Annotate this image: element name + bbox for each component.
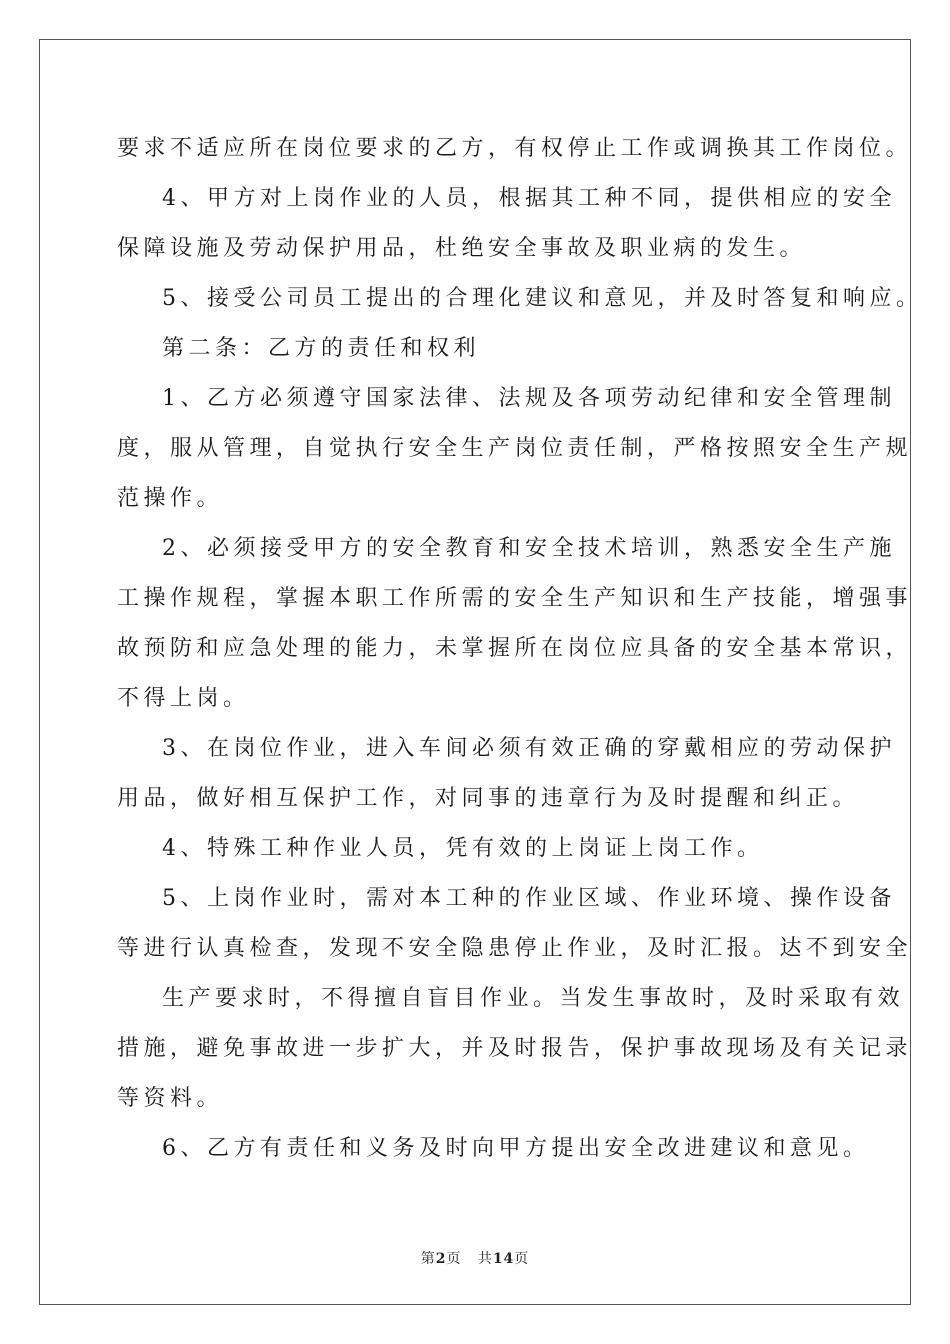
- text-line: 2、必须接受甲方的安全教育和安全技术培训，熟悉安全生产施: [162, 536, 896, 561]
- text-line: 6、乙方有责任和义务及时向甲方提出安全改进建议和意见。: [162, 1136, 870, 1161]
- page-border: [39, 39, 923, 1305]
- page-number: 第2页: [420, 1251, 462, 1267]
- page-footer: [0, 1250, 950, 1268]
- text-line: 要求不适应所在岗位要求的乙方，有权停止工作或调换其工作岗位。: [117, 136, 913, 161]
- text-line: 4、特殊工种作业人员，凭有效的上岗证上岗工作。: [162, 836, 764, 861]
- text-line: 工操作规程，掌握本职工作所需的安全生产知识和生产技能，增强事: [117, 586, 913, 611]
- section-heading: 第二条：乙方的责任和权利: [162, 336, 481, 361]
- text-line: 度，服从管理，自觉执行安全生产岗位责任制，严格按照安全生产规: [117, 436, 913, 461]
- text-line: 等进行认真检查，发现不安全隐患停止作业，及时汇报。达不到安全: [117, 936, 913, 961]
- text-line: 生产要求时，不得擅自盲目作业。当发生事故时，及时采取有效: [162, 986, 905, 1011]
- text-line: 1、乙方必须遵守国家法律、法规及各项劳动纪律和安全管理制: [162, 386, 896, 411]
- text-line: 4、甲方对上岗作业的人员，根据其工种不同，提供相应的安全: [162, 186, 896, 211]
- page-total: 共14页: [477, 1251, 530, 1267]
- text-line: 用品，做好相互保护工作，对同事的违章行为及时提醒和纠正。: [117, 786, 860, 811]
- text-line: 不得上岗。: [117, 686, 250, 711]
- text-line: 5、接受公司员工提出的合理化建议和意见，并及时答复和响应。: [162, 286, 923, 311]
- text-line: 等资料。: [117, 1086, 224, 1111]
- text-line: 措施，避免事故进一步扩大，并及时报告，保护事故现场及有关记录: [117, 1036, 913, 1061]
- text-line: 3、在岗位作业，进入车间必须有效正确的穿戴相应的劳动保护: [162, 736, 896, 761]
- text-line: 5、上岗作业时，需对本工种的作业区域、作业环境、操作设备: [162, 886, 896, 911]
- text-line: 故预防和应急处理的能力，未掌握所在岗位应具备的安全基本常识，: [117, 636, 913, 661]
- text-line: 范操作。: [117, 486, 224, 511]
- text-line: 保障设施及劳动保护用品，杜绝安全事故及职业病的发生。: [117, 236, 807, 261]
